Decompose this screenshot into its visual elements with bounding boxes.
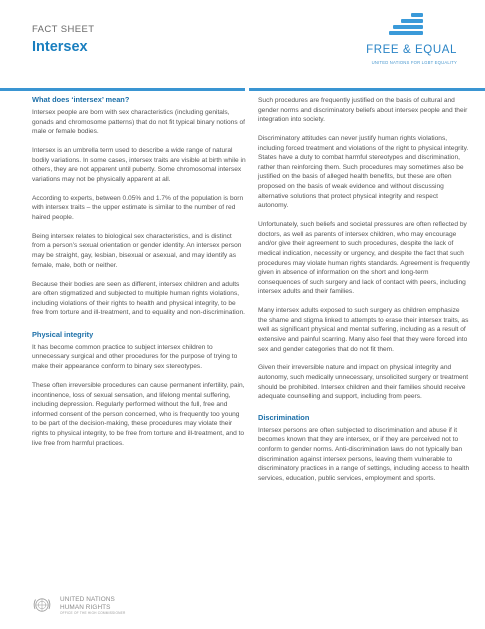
paragraph: Many intersex adults exposed to such surgery as children emphasize the shame and stigma linked to attempts to erase their intersex traits, as well as significant physical and mental suffering, including as a result of extensive and painful scarring. Many also feel that they were forced into sex and gender categories that do not fit them. [258,307,469,353]
logo-tagline: UNITED NATIONS FOR LGBT EQUALITY [371,60,457,65]
un-human-rights-wordmark [60,596,125,616]
un-line2: HUMAN RIGHTS [60,603,111,611]
section-heading-what-intersex: What does ‘intersex’ mean? [32,95,130,104]
paragraph: These often irreversible procedures can cause permanent infertility, pain, incontinence, loss of sexual sensation, and lifelong mental suffering, including depression. Regularly performed without the full, free and informed consent of the person concerned, who is frequently too young to be part of the decision-making, these procedures may violate their rights to physical integrity, to be free from torture and ill-treatment, and to live free from harmful practices. [32,381,245,447]
section-heading-discrimination: Discrimination [258,412,310,422]
fact-sheet-header [0,0,485,88]
document-type-label: FACT SHEET [32,24,95,35]
paragraph: Intersex persons are often subjected to discrimination and abuse if it becomes known that they are intersex, or if they are perceived not to conform to gender norms. Anti-discrimination laws do not typically ban discrimination against intersex persons, leaving them vulnerable to discriminatory practices in a range of settings, including access to health services, education, public services, employment and sports. [258,426,470,482]
header-divider-right [249,88,485,91]
paragraph: Discriminatory attitudes can never justify human rights violations, including forced treatment and violations of the right to physical integrity. States have a duty to combat harmful stereotypes and discrimination, rather than reinforcing them. Such procedures may sometimes also be justified on the basis of alleged health benefits, but these are often proposed on the basis of weak evidence and without discussing alternative solutions that protect physical integrity and respect autonomy. [258,135,469,210]
right-column [258,92,470,493]
document-title: Intersex [32,39,88,55]
paragraph: Such procedures are frequently justified on the basis of cultural and gender norms and discriminatory beliefs about intersex people and their integration into society. [258,97,468,124]
paragraph: It has become common practice to subject intersex children to unnecessary surgical and other procedures for the purpose of trying to make their appearance conform to binary sex stereotypes. [32,343,238,371]
section-heading-physical-integrity: Physical integrity [32,329,94,339]
free-equal-logo [349,13,457,75]
paragraph: Unfortunately, such beliefs and societal pressures are often reflected by doctors, as well as parents of intersex children, who may encourage and/or give their agreement to such procedures, despite the lack of medical indication, necessity or urgency, and despite the fact that such procedures may violate human rights standards. Agreement is frequently given in absence of information on the short and long-term consequences of such surgery and lack of contact with peers, including intersex adults and their families. [258,221,470,296]
free-equal-stripes-icon [389,13,423,37]
paragraph: Being intersex relates to biological sex characteristics, and is distinct from a person’s sexual orientation or gender identity. An intersex person may be straight, gay, lesbian, bisexual or asexual, and may identify as female, male, both or neither. [32,232,242,269]
paragraph: Given their irreversible nature and impact on physical integrity and autonomy, such medically unnecessary, unsolicited surgery or treatment should be prohibited. Intersex children and their families should receive adequate counselling and support, including from peers. [258,364,469,401]
logo-name: FREE & EQUAL [366,44,457,56]
paragraph: According to experts, between 0.05% and 1.7% of the population is born with intersex traits – the upper estimate is similar to the number of red haired people. [32,194,244,221]
paragraph: Intersex people are born with sex characteristics (including genitals, gonads and chromosome patterns) that do not fit typical binary notions of male or female bodies. [32,109,245,136]
un-emblem-icon [32,595,52,615]
left-column [32,92,246,457]
paragraph: Because their bodies are seen as different, intersex children and adults are often stigmatized and subjected to multiple human rights violations, including violations of their rights to health and physical integrity, to be free from torture and ill-treatment, and to equality and non-discrimination. [32,280,245,317]
header-divider-left [0,88,245,91]
un-line1: UNITED NATIONS [60,596,115,603]
un-sub: OFFICE OF THE HIGH COMMISSIONER [60,611,126,616]
paragraph: Intersex is an umbrella term used to describe a wide range of natural bodily variations. In some cases, intersex traits are visible at birth while in others, they are not apparent until puberty. Some chromosomal intersex variations may not be physically apparent at all. [32,147,246,183]
un-human-rights-logo [32,592,182,620]
